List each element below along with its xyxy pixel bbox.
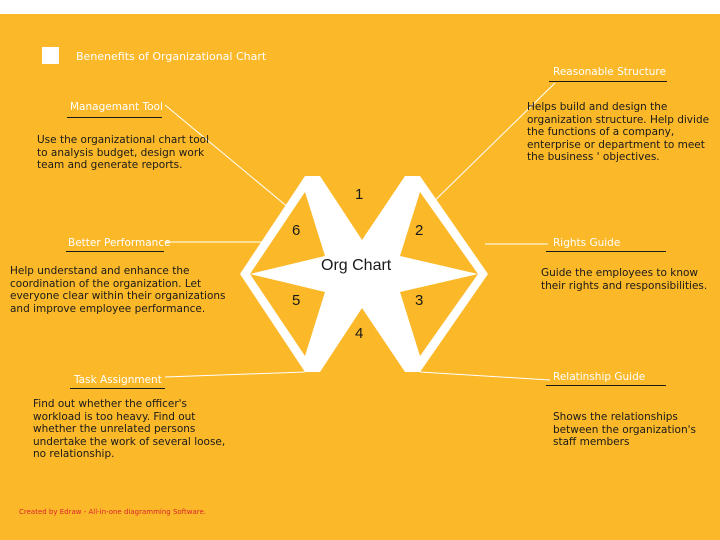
rights-guide-underline [546, 251, 666, 252]
connector-task-assignment [165, 372, 305, 377]
better-performance-text: Help understand and enhance the coordination of the organization. Let everyone clear within their organizations and improve employee performance. [10, 265, 226, 315]
segment-number-1: 1 [355, 186, 364, 203]
relationship-guide-title: Relatinship Guide [553, 371, 646, 383]
reasonable-structure-underline [549, 81, 667, 82]
segment-number-4: 4 [355, 325, 364, 342]
task-assignment-title: Task Assignment [74, 374, 162, 386]
connector-relationship-guide [420, 372, 550, 380]
rights-guide-title: Rights Guide [553, 237, 621, 249]
management-tool-text: Use the organizational chart tool to analysis budget, design work team and generate reports. [37, 134, 210, 171]
center-label: Org Chart [321, 257, 392, 274]
reasonable-structure-text: Helps build and design the organization structure. Help divide the functions of a company, enterprise or department to meet the business ' objectives. [527, 101, 710, 163]
reasonable-structure-title: Reasonable Structure [553, 66, 666, 78]
better-performance-title: Better Performance [68, 237, 171, 249]
segment-number-3: 3 [415, 292, 424, 309]
better-performance-underline [66, 251, 164, 252]
task-assignment-text: Find out whether the officer's workload is too heavy. Find out whether the unrelated persons undertake the work of several loose, no relationship. [33, 398, 226, 460]
footer-credit: Created by Edraw - All-in-one diagramming Software. [19, 508, 207, 516]
segment-number-5: 5 [292, 292, 301, 309]
segment-number-6: 6 [292, 222, 301, 239]
slide-title: Benenefits of Organizational Chart [76, 50, 267, 63]
relationship-guide-text: Shows the relationships between the organization's staff members [553, 411, 696, 448]
rights-guide-text: Guide the employees to know their rights and responsibilities. [541, 267, 708, 292]
relationship-guide-underline [546, 385, 666, 386]
management-tool-title: Managemant Tool [70, 101, 163, 113]
management-tool-underline [67, 117, 162, 118]
segment-number-2: 2 [415, 222, 424, 239]
task-assignment-underline [70, 388, 165, 389]
